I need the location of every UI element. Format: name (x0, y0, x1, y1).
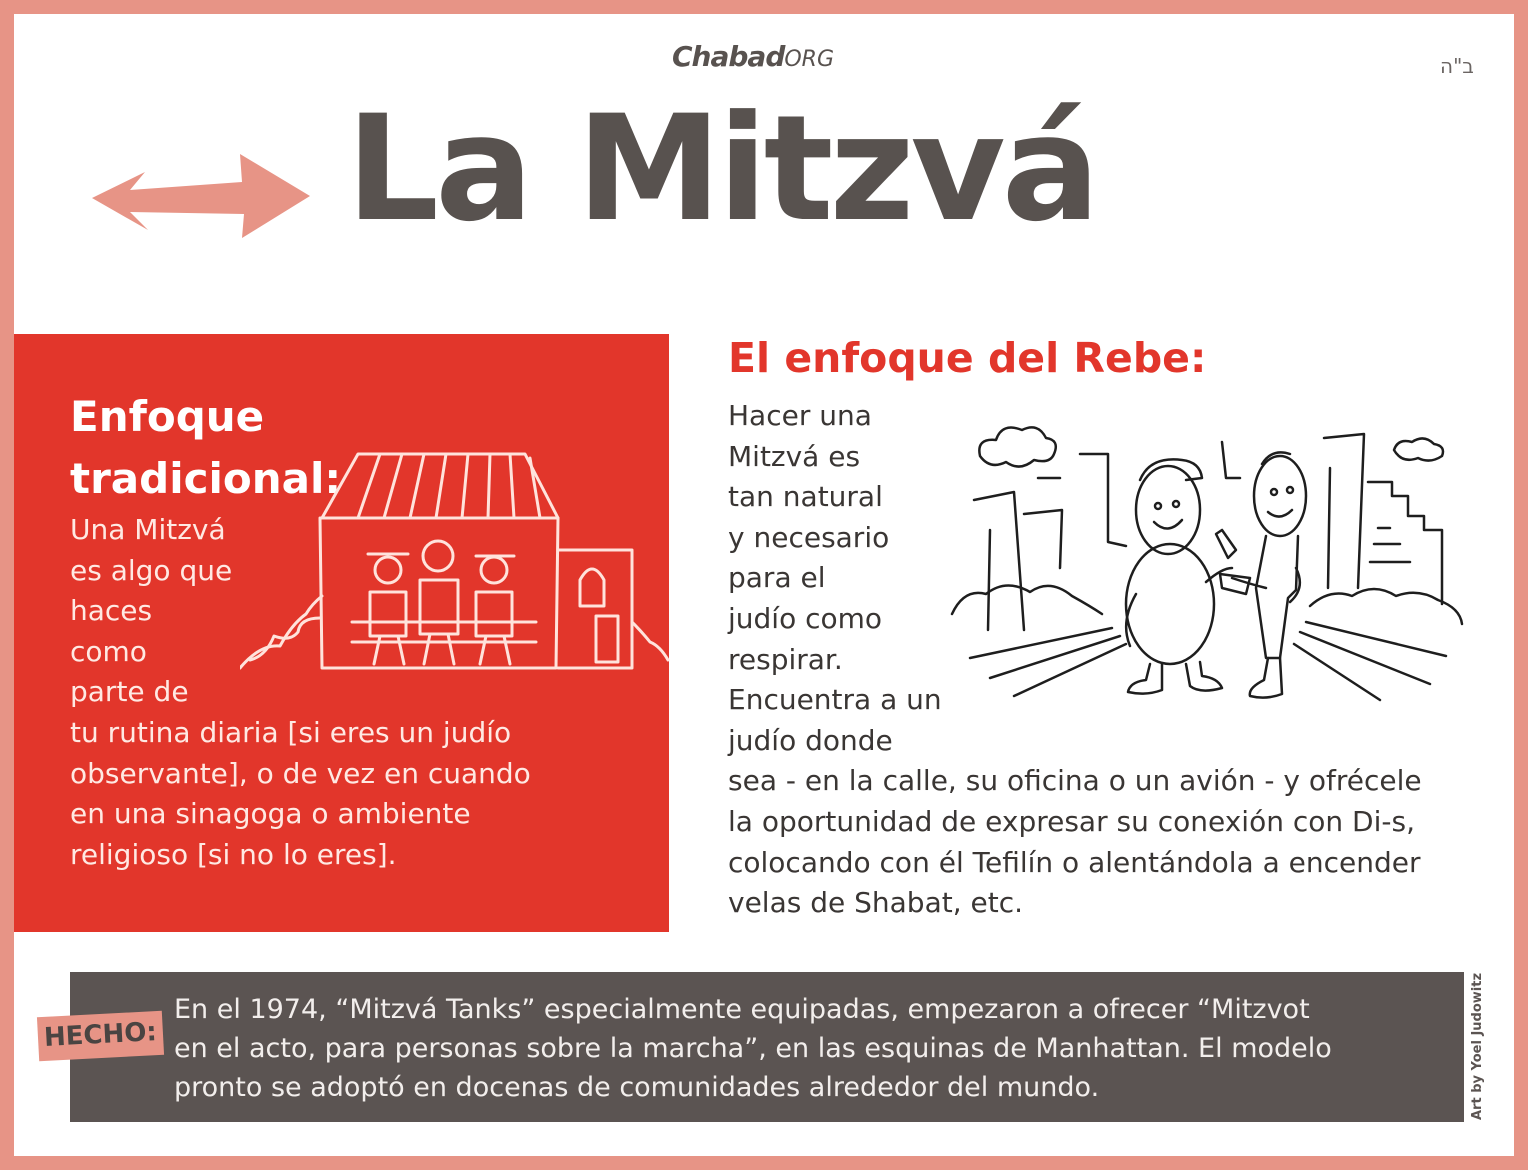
art-credit: Art by Yoel Judowitz (1470, 972, 1485, 1120)
rebbe-line: tan natural (728, 480, 883, 514)
rebbe-line: la oportunidad de expresar su conexión con Di-s, (728, 804, 1415, 838)
rebbe-line: respirar. (728, 642, 843, 676)
traditional-line: religioso [si no lo eres]. (70, 837, 397, 871)
rebbe-line: y necesario (728, 520, 890, 554)
rebbe-line: Encuentra a un (728, 683, 942, 717)
chabad-logo (672, 40, 834, 73)
traditional-line: como (70, 634, 147, 668)
fact-label: HECHO: (37, 1011, 164, 1061)
hebrew-mark: ב"ה (1440, 54, 1474, 78)
rebbe-line: Mitzvá es (728, 439, 861, 473)
traditional-line: es algo que (70, 553, 233, 587)
traditional-line: tu rutina diaria [si eres un judío (70, 715, 512, 749)
rebbe-text (728, 396, 1422, 924)
rebbe-line: judío como (728, 601, 883, 635)
traditional-text (70, 510, 531, 875)
logo-main: Chabad (672, 40, 785, 73)
fact-line: En el 1974, “Mitzvá Tanks” especialmente equipadas, empezaron a ofrecer “Mitzvot (174, 994, 1310, 1025)
rebbe-line: judío donde (728, 723, 893, 757)
fact-line: en el acto, para personas sobre la marcha”, en las esquinas de Manhattan. El modelo (174, 1033, 1332, 1064)
rebbe-line: colocando con él Tefilín o alentándola a encender (728, 845, 1421, 879)
rebbe-line: para el (728, 561, 826, 595)
traditional-line: en una sinagoga o ambiente (70, 797, 471, 831)
fact-text (174, 990, 1332, 1107)
page-title: La Mitzvá (346, 84, 1097, 254)
rebbe-line: sea - en la calle, su oficina o un avión - y ofrécele (728, 764, 1422, 798)
traditional-line: Una Mitzvá (70, 513, 226, 546)
rebbe-heading: El enfoque del Rebe: (728, 334, 1207, 382)
logo-suffix: ORG (784, 47, 835, 72)
traditional-line: observante], o de vez en cuando (70, 756, 531, 790)
traditional-heading-line1: Enfoque (70, 392, 265, 441)
traditional-heading-line2: tradicional: (70, 454, 342, 503)
rebbe-line: Hacer una (728, 399, 872, 432)
traditional-line: haces (70, 594, 153, 628)
fact-line: pronto se adoptó en docenas de comunidades alrededor del mundo. (174, 1072, 1100, 1103)
traditional-line: parte de (70, 675, 189, 709)
rebbe-line: velas de Shabat, etc. (728, 886, 1024, 920)
arrow-right-icon (90, 150, 315, 242)
